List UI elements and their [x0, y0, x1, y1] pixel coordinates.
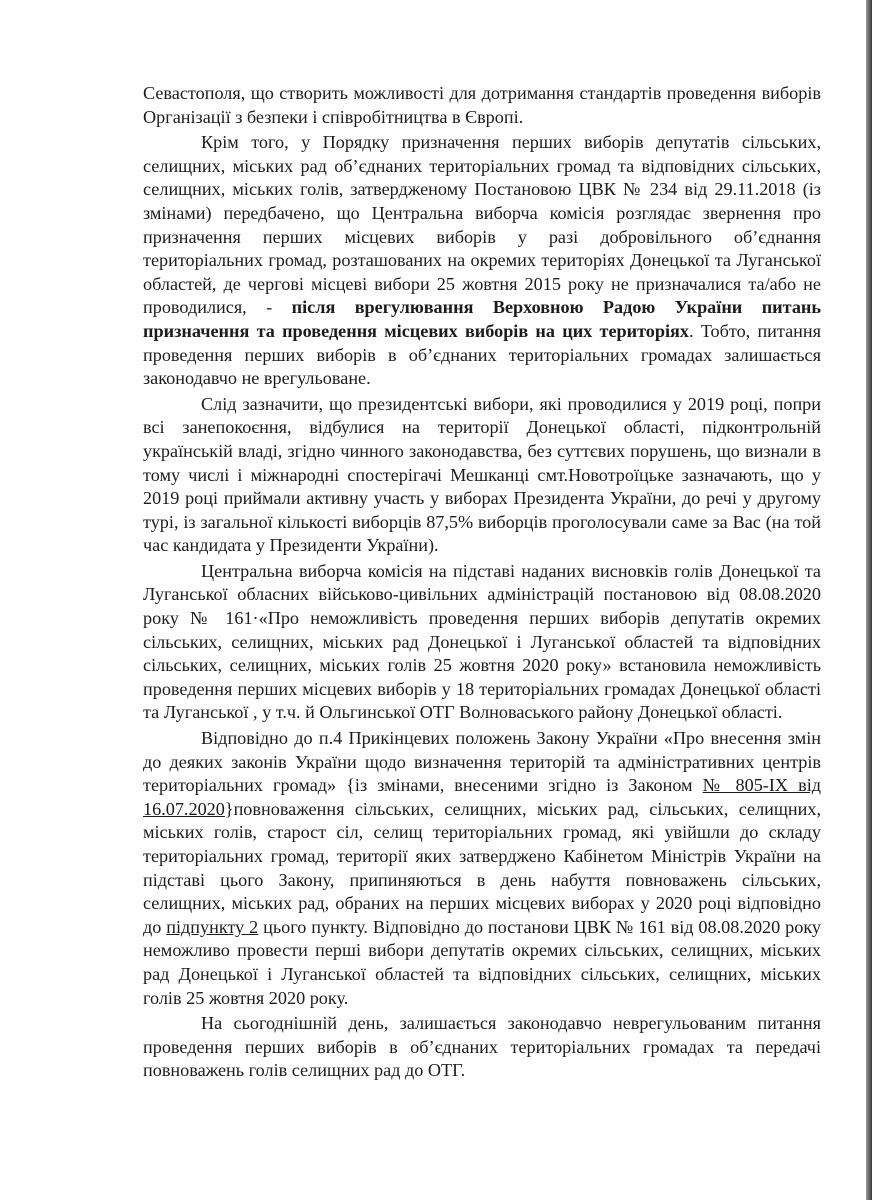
text-run: Севастополя, що створить можливості для дотримання стандартів проведення виборів Організації з безпеки і співробітництва в Європі. [143, 83, 821, 127]
paragraph-presidential-elections [143, 393, 821, 558]
text-run: На сьогоднішній день, залишається законодавчо неврегульованим питання проведення перших виборів в об’єднаних територіальних громадах та передачі повноважень голів селищних рад до ОТГ. [143, 1013, 821, 1081]
text-run: Крім того, у Порядку призначення перших виборів депутатів сільських, селищних, міських рад об’єднаних територіальних громад та відповідних сільських, селищних, міських голів, затвердженому Постановою ЦВК № 234 від 29.11.2018 (із змінами) передбачено, що Центральна виборча комісія розглядає звернення про призначення перших місцевих виборів у разі добровільного об’єднання територіальних громад, розташованих на окремих територіях Донецької та Луганської областей, де чергові місцеві вибори 25 жовтня 2015 року не призначалися та/або не проводилися, - [143, 132, 821, 318]
text-run: Центральна виборча комісія на підставі наданих висновків голів Донецької та Луганської обласних військово-цивільних адміністрацій постановою від 08.08.2020 року № 161·«Про неможливість проведення перших виборів депутатів окремих сільських, селищних, міських рад Донецької і Луганської областей та відповідних сільських, селищних, міських голів 25 жовтня 2020 року» встановила неможливість проведення перших місцевих виборів у 18 територіальних громадах Донецької області та Луганської , у т.ч. й Ольгинської ОТГ Волноваського району Донецької області. [143, 560, 821, 723]
paragraph-cec-procedure [143, 131, 821, 391]
paragraph-conclusion [143, 1012, 821, 1083]
law-805-ix-link[interactable]: № 805-IX від 16.07.2020 [143, 775, 821, 819]
emphasized-text: після врегулювання Верховною Радою України питань призначення та проведення місцевих виборів на цих територіях [143, 297, 822, 341]
text-run: }повноваження сільських, селищних, міських рад, сільських, селищних, міських голів, старост сіл, селищ територіальних громад, які увійшли до складу територіальних громад, території яких затверджено Кабінетом Міністрів України на підставі цього Закону, припиняються в день набуття повноважень сільських, селищних, міських рад, обраних на перших місцевих виборах у 2020 році відповідно до [143, 798, 821, 937]
text-run: . Тобто, питання проведення перших виборів в об’єднаних територіальних громадах залишається законодавчо не врегульоване. [143, 320, 821, 389]
subparagraph-2-link[interactable]: підпункту 2 [166, 916, 259, 937]
text-run: Відповідно до п.4 Прикінцевих положень Закону України «Про внесення змін до деяких законів України щодо визначення територій та адміністративних центрів територіальних громад» {із змінами, внесеними згідно із Законом [143, 728, 821, 796]
scan-edge [866, 0, 872, 1200]
paragraph-cec-resolution-161 [143, 560, 821, 725]
text-run: цього пункту. Відповідно до постанови ЦВК № 161 від 08.08.2020 року неможливо провести перші вибори депутатів окремих сільських, селищних, міських рад Донецької і Луганської областей та відповідних сільських, селищних, міських голів 25 жовтня 2020 року. [143, 916, 821, 1008]
paragraph-osce-standards [143, 82, 821, 129]
paragraph-final-provisions [143, 727, 821, 1010]
text-run: Слід зазначити, що президентські вибори, які проводилися у 2019 році, попри всі занепокоєння, відбулися на території Донецької області, підконтрольній українській владі, згідно чинного законодавства, без суттєвих порушень, що визнали в тому числі і міжнародні спостерігачі Мешканці смт.Новотроїцьке зазначають, що у 2019 році приймали активну участь у виборах Президента України, до речі у другому турі, із загальної кількості виборців 87,5% виборців проголосували саме за Вас (на той час кандидата у Президенти України). [143, 393, 821, 556]
document-page [143, 82, 821, 1083]
